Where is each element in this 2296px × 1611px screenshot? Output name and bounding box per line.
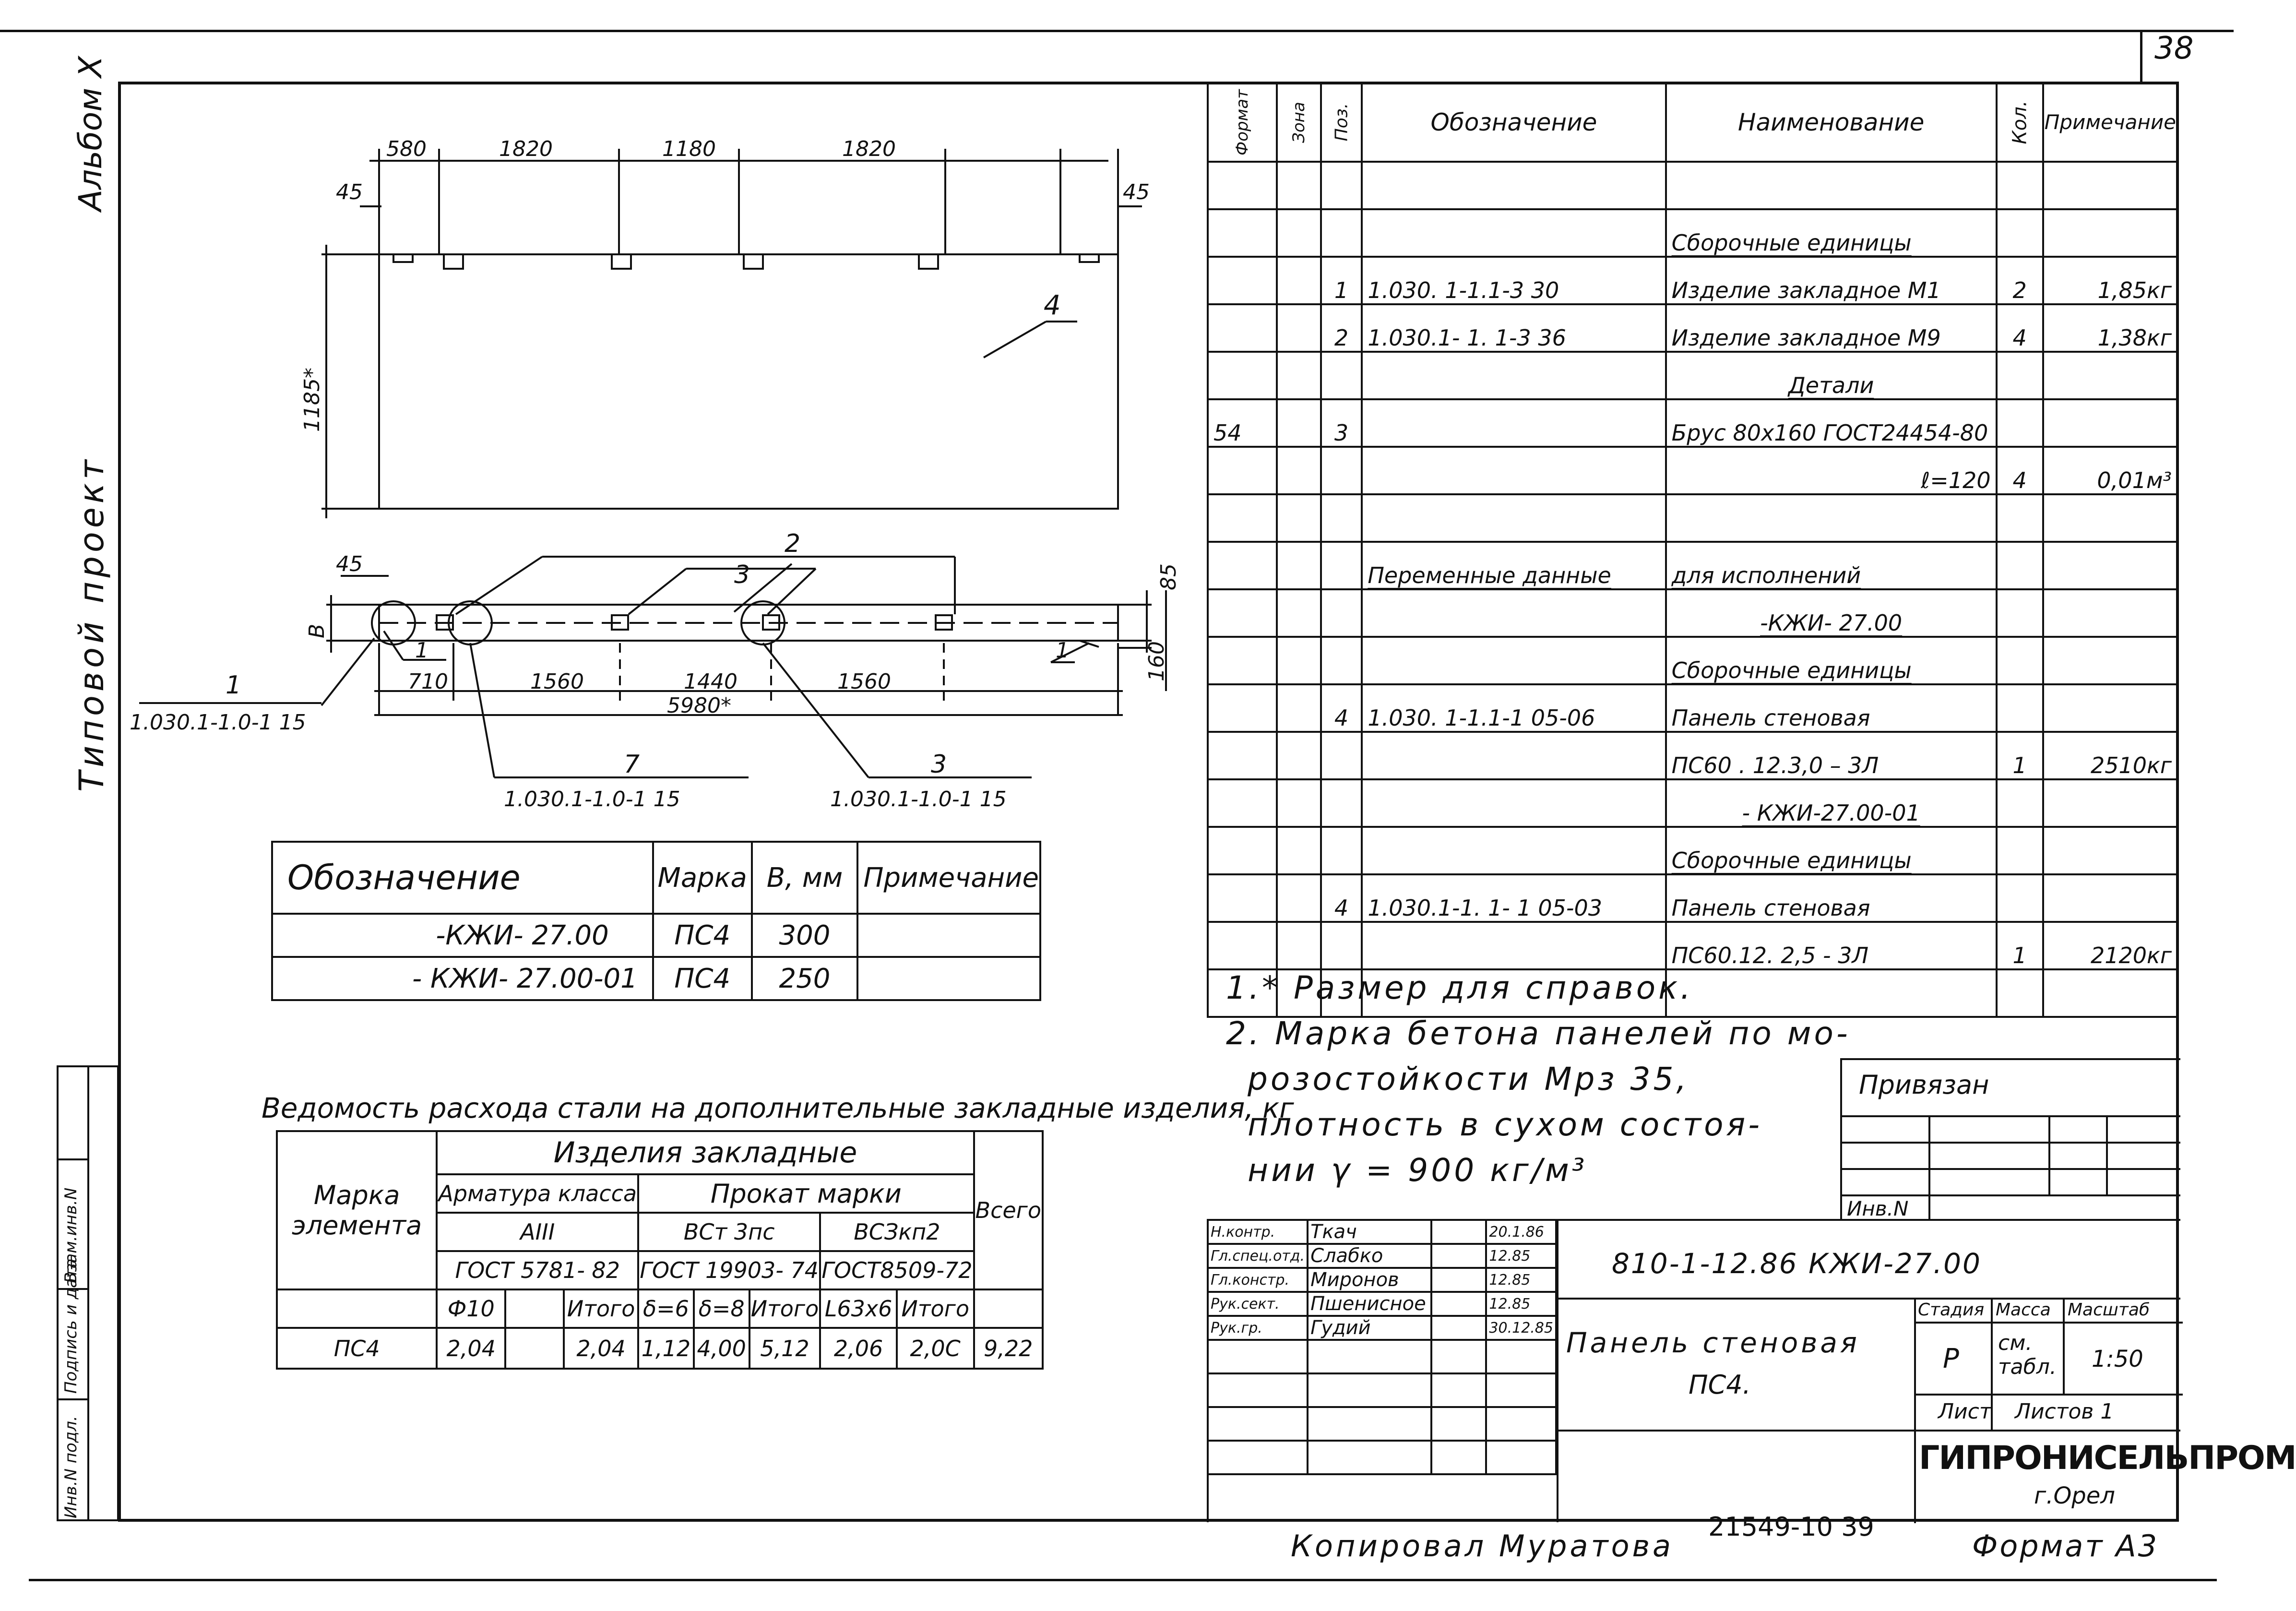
signer-cell: 12.85	[1486, 1244, 1556, 1268]
spec-cell	[1997, 494, 2043, 542]
spec-cell: для исполнений	[1666, 542, 1997, 589]
st-h-st2: ВСЗкп2	[820, 1213, 974, 1251]
signers-table	[1207, 1219, 1557, 1475]
binding-block	[1840, 1058, 2180, 1221]
binding-label: Привязан	[1859, 1070, 1989, 1100]
spec-cell: 54	[1208, 399, 1277, 447]
spec-cell	[1362, 447, 1665, 494]
spec-cell: 4	[1321, 684, 1362, 732]
signer-row	[1208, 1292, 1556, 1316]
spec-h-qty: Кол.	[1997, 83, 2043, 162]
spec-cell	[1997, 162, 2043, 209]
vt-r2-b: 250	[752, 957, 858, 1000]
spec-cell	[1321, 542, 1362, 589]
spec-cell	[1321, 779, 1362, 827]
spec-cell	[1362, 399, 1665, 447]
spec-cell	[1208, 779, 1277, 827]
note-line-3: розостойкости Мрз 35,	[1248, 1061, 1689, 1098]
spec-cell: 1.030. 1-1.1-1 05-06	[1362, 684, 1665, 732]
st-row-9: 9,22	[974, 1328, 1043, 1369]
product-name-2: ПС4.	[1689, 1370, 1751, 1400]
spec-cell	[2043, 589, 2177, 637]
signer-cell: Ткач	[1308, 1220, 1431, 1244]
signer-cell: Миронов	[1308, 1268, 1431, 1292]
spec-row	[1208, 447, 2177, 494]
ref-7: 1.030.1-1.0-1 15	[504, 787, 680, 811]
signer-cell: 12.85	[1486, 1268, 1556, 1292]
vt-r1-mark: ПС4	[653, 914, 752, 957]
spec-cell	[1321, 827, 1362, 874]
spec-cell	[2043, 542, 2177, 589]
spec-cell: 1	[1997, 922, 2043, 969]
st-row-8: 2,0С	[897, 1328, 974, 1369]
spec-cell	[2043, 684, 2177, 732]
panel-drawing	[120, 96, 1224, 835]
vt-r2-note	[857, 957, 1040, 1000]
signer-row	[1208, 1268, 1556, 1292]
product-name-1: Панель стеновая	[1566, 1326, 1860, 1359]
spec-h-format: Формат	[1208, 83, 1277, 162]
spec-cell	[1208, 922, 1277, 969]
steel-table	[276, 1130, 1044, 1370]
dim-710: 710	[408, 669, 448, 694]
spec-cell	[1362, 494, 1665, 542]
spec-cell	[1277, 684, 1321, 732]
spec-cell	[1997, 209, 2043, 257]
st-row-2	[505, 1328, 564, 1369]
spec-row	[1208, 922, 2177, 969]
signer-cell	[1431, 1220, 1486, 1244]
spec-cell: Сборочные единицы	[1666, 637, 1997, 684]
signer-cell: 20.1.86	[1486, 1220, 1556, 1244]
st-h-items: Изделия закладные	[437, 1131, 974, 1174]
spec-row	[1208, 399, 2177, 447]
spec-cell: 1.030.1- 1. 1-3 36	[1362, 304, 1665, 352]
spec-cell: 1.030.1-1. 1- 1 05-03	[1362, 874, 1665, 922]
dim-1820-b: 1820	[842, 137, 896, 161]
spec-cell: ПС60.12. 2,5 - 3Л	[1666, 922, 1997, 969]
spec-cell: 1	[1997, 732, 2043, 779]
spec-cell	[1277, 447, 1321, 494]
side-stamp-replace-inv: Взам.инв.N	[61, 1187, 81, 1283]
spec-cell	[1277, 827, 1321, 874]
spec-row	[1208, 304, 2177, 352]
spec-cell	[1208, 637, 1277, 684]
spec-cell	[1997, 684, 2043, 732]
spec-cell	[1321, 637, 1362, 684]
spec-cell	[1277, 589, 1321, 637]
spec-cell	[1321, 494, 1362, 542]
ref-3: 1.030.1-1.0-1 15	[830, 787, 1007, 811]
spec-cell	[1208, 589, 1277, 637]
st-row-3: 2,04	[564, 1328, 638, 1369]
signer-cell: Гудий	[1308, 1316, 1431, 1340]
vt-r1-b: 300	[752, 914, 858, 957]
spec-cell: 3	[1321, 399, 1362, 447]
dim-1185: 1185*	[300, 368, 324, 432]
spec-cell: Изделие закладное М1	[1666, 257, 1997, 304]
signer-cell: Рук.гр.	[1208, 1316, 1308, 1340]
spec-cell	[2043, 162, 2177, 209]
spec-cell: Детали	[1666, 352, 1997, 399]
vt-h-note: Примечание	[857, 842, 1040, 914]
ref-3-num: 3	[931, 750, 947, 779]
spec-cell	[1362, 162, 1665, 209]
spec-cell	[2043, 399, 2177, 447]
spec-cell	[1321, 447, 1362, 494]
st-h-class: АIII	[437, 1213, 638, 1251]
st-row-6: 5,12	[749, 1328, 821, 1369]
spec-cell: Сборочные единицы	[1666, 209, 1997, 257]
plan-pos-1-c: 1	[226, 671, 242, 700]
spec-row	[1208, 827, 2177, 874]
st-row-7: 2,06	[820, 1328, 897, 1369]
spec-cell: 1,85кг	[2043, 257, 2177, 304]
dim-5980: 5980*	[667, 693, 731, 718]
spec-cell	[1208, 732, 1277, 779]
st-sub-4: δ=8	[694, 1289, 749, 1328]
spec-cell	[1208, 542, 1277, 589]
spec-cell	[2043, 827, 2177, 874]
signer-row	[1208, 1220, 1556, 1244]
spec-cell	[1208, 827, 1277, 874]
side-stamp	[57, 1065, 119, 1521]
spec-cell	[1997, 874, 2043, 922]
spec-cell	[1208, 494, 1277, 542]
pos-4: 4	[1044, 290, 1061, 321]
mass-value: см. табл.	[1998, 1331, 2057, 1379]
spec-table	[1207, 82, 2178, 1018]
vt-h-mark: Марка	[653, 842, 752, 914]
plan-pos-1-a: 1	[415, 638, 428, 663]
spec-cell	[1208, 684, 1277, 732]
st-sub-3: δ=6	[638, 1289, 694, 1328]
dim-45-right: 45	[1123, 180, 1150, 204]
sheets-header: Листов 1	[2015, 1399, 2114, 1424]
spec-cell	[1277, 779, 1321, 827]
spec-cell	[1277, 304, 1321, 352]
spec-cell	[1277, 162, 1321, 209]
spec-cell	[1277, 637, 1321, 684]
spec-cell	[1208, 447, 1277, 494]
st-h-gost3: ГОСТ8509-72	[820, 1251, 974, 1289]
dim-1820-a: 1820	[499, 137, 553, 161]
spec-cell	[1208, 209, 1277, 257]
spec-cell	[1362, 827, 1665, 874]
signer-cell: Гл.констр.	[1208, 1268, 1308, 1292]
spec-cell	[1362, 589, 1665, 637]
spec-cell: ПС60 . 12.3,0 – 3Л	[1666, 732, 1997, 779]
vt-h-designation: Обозначение	[272, 842, 653, 914]
spec-cell	[2043, 969, 2177, 1017]
spec-cell	[1362, 209, 1665, 257]
st-sub-7: Итого	[897, 1289, 974, 1328]
signer-cell: 30.12.85	[1486, 1316, 1556, 1340]
plan-pos-3: 3	[734, 561, 750, 589]
spec-cell: Панель стеновая	[1666, 684, 1997, 732]
mass-header: Масса	[1996, 1300, 2051, 1320]
stage-header: Стадия	[1918, 1300, 1985, 1320]
spec-row	[1208, 874, 2177, 922]
vt-h-b: В, мм	[752, 842, 858, 914]
signer-cell	[1431, 1244, 1486, 1268]
spec-cell	[1277, 494, 1321, 542]
signer-cell	[1431, 1268, 1486, 1292]
spec-h-name: Наименование	[1666, 83, 1997, 162]
side-stamp-signature-date: Подпись и дата	[61, 1258, 81, 1394]
vt-r2-designation: - КЖИ- 27.00-01	[272, 957, 653, 1000]
note-line-5: нии γ = 900 кг/м³	[1248, 1152, 1588, 1189]
vt-r1-note	[857, 914, 1040, 957]
spec-row	[1208, 684, 2177, 732]
spec-h-note: Примечание	[2043, 83, 2177, 162]
spec-row	[1208, 542, 2177, 589]
spec-cell	[1321, 732, 1362, 779]
sheet-number: 38	[2154, 31, 2194, 66]
signer-cell: Гл.спец.отд.	[1208, 1244, 1308, 1268]
spec-cell	[1362, 352, 1665, 399]
spec-cell	[1321, 589, 1362, 637]
signer-cell	[1431, 1292, 1486, 1316]
spec-cell: Сборочные единицы	[1666, 827, 1997, 874]
st-sub-2: Итого	[564, 1289, 638, 1328]
spec-cell: - КЖИ-27.00-01	[1666, 779, 1997, 827]
spec-cell	[1997, 399, 2043, 447]
spec-cell	[1997, 637, 2043, 684]
spec-cell	[1277, 874, 1321, 922]
spec-cell	[1666, 494, 1997, 542]
drawing-code: 810-1-12.86 КЖИ-27.00	[1612, 1247, 1982, 1280]
dim-45-left: 45	[336, 180, 363, 204]
sheet-format: Формат А3	[1972, 1528, 2159, 1563]
spec-cell: 0,01м³	[2043, 447, 2177, 494]
st-h-rebar: Арматура класса	[437, 1174, 638, 1213]
st-h-rolled: Прокат марки	[638, 1174, 974, 1213]
spec-cell	[1362, 732, 1665, 779]
spec-cell: 2	[1321, 304, 1362, 352]
spec-cell: 2120кг	[2043, 922, 2177, 969]
album-label: Альбом X	[72, 56, 109, 211]
signer-cell: 12.85	[1486, 1292, 1556, 1316]
spec-cell	[2043, 209, 2177, 257]
stage-value: Р	[1943, 1343, 1959, 1374]
spec-h-pos: Поз.	[1321, 83, 1362, 162]
spec-cell	[1277, 209, 1321, 257]
spec-cell	[1277, 399, 1321, 447]
organization-city: г.Орел	[2034, 1482, 2115, 1509]
st-sub-1	[505, 1289, 564, 1328]
scale-value: 1:50	[2092, 1346, 2143, 1372]
spec-cell: 4	[1997, 447, 2043, 494]
spec-cell	[2043, 494, 2177, 542]
spec-cell: Изделие закладное М9	[1666, 304, 1997, 352]
spec-cell	[1277, 542, 1321, 589]
signer-cell: Слабко	[1308, 1244, 1431, 1268]
spec-cell	[1997, 589, 2043, 637]
signer-cell	[1431, 1316, 1486, 1340]
st-row-mark: ПС4	[277, 1328, 437, 1369]
copied-by: Копировал Муратова	[1291, 1528, 1674, 1563]
spec-cell	[1277, 732, 1321, 779]
project-type-label: Типовой проект	[72, 456, 111, 792]
spec-cell: 2510кг	[2043, 732, 2177, 779]
spec-cell	[1321, 162, 1362, 209]
spec-cell: ℓ=120	[1666, 447, 1997, 494]
spec-cell: 4	[1997, 304, 2043, 352]
spec-cell	[1362, 779, 1665, 827]
signer-row	[1208, 1316, 1556, 1340]
side-stamp-inv-podl: Инв.N подл.	[61, 1416, 81, 1518]
title-block	[1207, 1219, 2296, 1522]
organization: ГИПРОНИСЕЛЬПРОМ	[1919, 1439, 2296, 1477]
steel-table-title: Ведомость расхода стали на дополнительные закладные изделия, кг	[262, 1092, 1294, 1124]
binding-inv: Инв.N	[1847, 1197, 1909, 1220]
spec-cell	[1997, 352, 2043, 399]
dim-1180: 1180	[662, 137, 716, 161]
st-row-5: 4,00	[694, 1328, 749, 1369]
sheet-number-divider	[2140, 30, 2142, 83]
spec-row	[1208, 162, 2177, 209]
spec-cell	[1321, 209, 1362, 257]
st-sub-6: L63х6	[820, 1289, 897, 1328]
spec-cell	[1208, 257, 1277, 304]
spec-row	[1208, 732, 2177, 779]
spec-cell	[1997, 542, 2043, 589]
spec-cell	[1666, 162, 1997, 209]
st-h-element: Марка элемента	[277, 1131, 437, 1289]
spec-cell: 1	[1321, 257, 1362, 304]
spec-cell	[1208, 304, 1277, 352]
spec-cell: Панель стеновая	[1666, 874, 1997, 922]
spec-cell	[1362, 637, 1665, 684]
signer-cell: Пшенисное	[1308, 1292, 1431, 1316]
dim-580: 580	[386, 137, 427, 161]
signer-cell: Рук.сект.	[1208, 1292, 1308, 1316]
sheet-header: Лист	[1938, 1399, 1992, 1424]
note-line-4: плотность в сухом состоя-	[1248, 1106, 1763, 1143]
spec-cell: 1.030. 1-1.1-3 30	[1362, 257, 1665, 304]
note-line-2: 2. Марка бетона панелей по мо-	[1226, 1015, 1851, 1052]
spec-cell: 4	[1321, 874, 1362, 922]
spec-cell	[1277, 352, 1321, 399]
note-line-1: 1.* Размер для справок.	[1226, 969, 1693, 1006]
plan-45: 45	[336, 552, 363, 576]
spec-cell	[2043, 874, 2177, 922]
spec-cell	[2043, 352, 2177, 399]
spec-row	[1208, 589, 2177, 637]
spec-row	[1208, 209, 2177, 257]
spec-cell	[1321, 352, 1362, 399]
st-sub-0: Ф10	[437, 1289, 505, 1328]
plan-pos-1-b: 1	[1056, 638, 1069, 663]
spec-cell	[1208, 874, 1277, 922]
spec-cell	[1666, 969, 1997, 1017]
spec-cell	[1997, 779, 2043, 827]
plan-85: 85	[1156, 563, 1181, 590]
spec-cell	[1321, 922, 1362, 969]
spec-cell	[1208, 162, 1277, 209]
dim-1560-b: 1560	[837, 669, 891, 694]
spec-row	[1208, 779, 2177, 827]
st-h-total: Всего	[974, 1131, 1043, 1289]
scale-header: Масштаб	[2068, 1300, 2150, 1320]
spec-row	[1208, 257, 2177, 304]
spec-cell: 2	[1997, 257, 2043, 304]
plan-160: 160	[1144, 641, 1169, 681]
plan-pos-2: 2	[785, 529, 801, 558]
plan-b: В	[305, 623, 329, 638]
vt-r2-mark: ПС4	[653, 957, 752, 1000]
st-h-st1: ВСт 3пс	[638, 1213, 820, 1251]
st-h-gost1: ГОСТ 5781- 82	[437, 1251, 638, 1289]
spec-cell	[1997, 827, 2043, 874]
ref-7-num: 7	[624, 750, 640, 779]
order-number: 21549-10 39	[1708, 1512, 1874, 1542]
spec-cell: Переменные данные	[1362, 542, 1665, 589]
spec-row	[1208, 637, 2177, 684]
spec-row	[1208, 352, 2177, 399]
variants-table	[271, 841, 1041, 1001]
spec-cell: -КЖИ- 27.00	[1666, 589, 1997, 637]
dim-1560-a: 1560	[530, 669, 584, 694]
panel-elevation	[379, 254, 1118, 509]
spec-cell	[1362, 922, 1665, 969]
st-row-1: 2,04	[437, 1328, 505, 1369]
st-row-4: 1,12	[638, 1328, 694, 1369]
top-rule	[0, 30, 2234, 32]
spec-cell	[1997, 969, 2043, 1017]
dim-1440: 1440	[684, 669, 738, 694]
spec-cell	[2043, 637, 2177, 684]
bottom-rule	[29, 1579, 2217, 1581]
st-sub-5: Итого	[749, 1289, 821, 1328]
spec-h-designation: Обозначение	[1362, 83, 1665, 162]
vt-r1-designation: -КЖИ- 27.00	[272, 914, 653, 957]
st-h-gost2: ГОСТ 19903- 74	[638, 1251, 820, 1289]
spec-cell	[1208, 352, 1277, 399]
spec-row	[1208, 494, 2177, 542]
signer-row	[1208, 1244, 1556, 1268]
spec-cell	[1277, 922, 1321, 969]
ref-left: 1.030.1-1.0-1 15	[130, 710, 306, 735]
signer-cell: Н.контр.	[1208, 1220, 1308, 1244]
spec-h-zone: Зона	[1277, 83, 1321, 162]
spec-cell: Брус 80х160 ГОСТ24454-80	[1666, 399, 1997, 447]
spec-cell	[1277, 257, 1321, 304]
spec-cell: 1,38кг	[2043, 304, 2177, 352]
spec-cell	[2043, 779, 2177, 827]
